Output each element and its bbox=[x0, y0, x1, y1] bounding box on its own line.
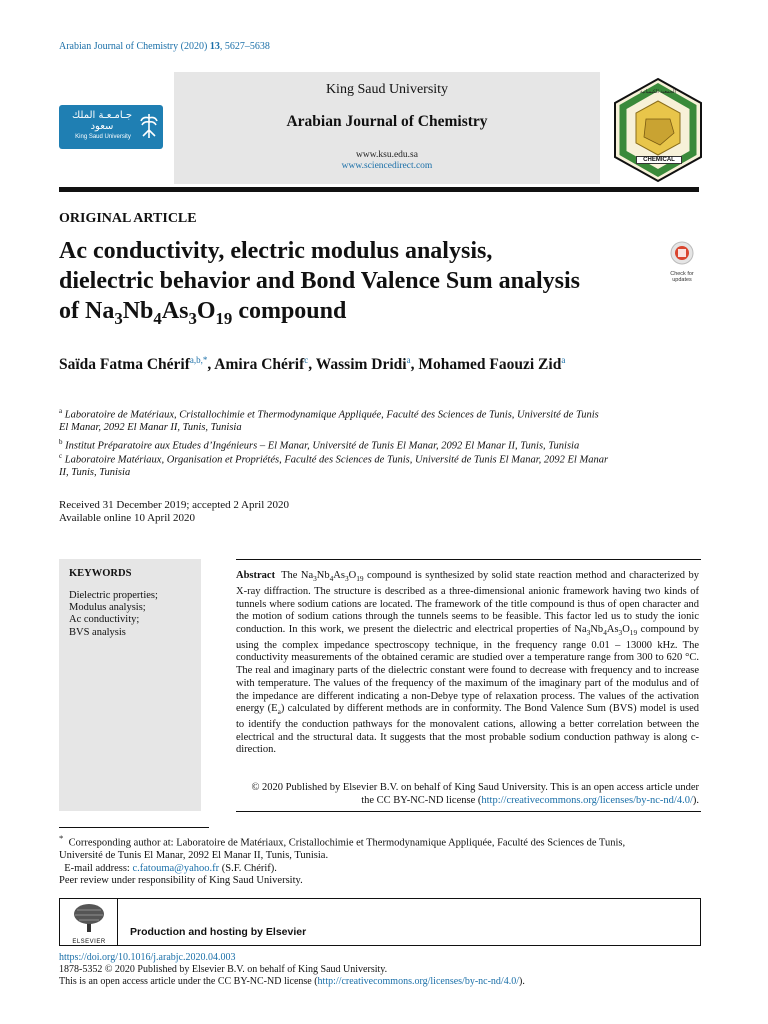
elsevier-logo-text: ELSEVIER bbox=[72, 939, 106, 945]
logo-english-text: King Saud University bbox=[75, 134, 131, 140]
keywords-heading: KEYWORDS bbox=[69, 568, 132, 579]
journal-masthead bbox=[174, 72, 600, 184]
keyword-item: Ac conductivity; bbox=[69, 614, 140, 625]
chemical-society-arabic: الجمعية الكيميائية bbox=[640, 89, 676, 95]
palm-emblem-icon bbox=[140, 112, 158, 142]
elsevier-box-divider bbox=[117, 899, 118, 945]
chemical-society-label: CHEMICAL bbox=[636, 156, 682, 164]
king-saud-university-logo bbox=[59, 105, 163, 149]
copyright-line-1: © 2020 Published by Elsevier B.V. on behalf of King Saud University. This is an open access article under bbox=[251, 782, 699, 793]
received-date: Received 31 December 2019; accepted 2 April 2020 bbox=[59, 499, 290, 511]
abstract-text: Abstract The $Na_3Nb_4As_3O_{19}$ compound is synthesized by solid state reaction method and characterized by X-ray diffraction. The structure is described as a three-dimensional anionic framework having two kinds of tunnels where sodium cations are located. The framework of the title compound is thus of open character and the motion of sodium cations through the tunnels seems to be feasible. This factor led us to study the ionic conduction. In this work, we present the dielectric and electrical properties of $Na_3Nb_4As_3O_{19}$ compound by using the complex impedance spectroscopy technique, in the frequency range 0.01 – 13000 kHz. The conductivity measurements of the obtained ceramic are studied over a temperature range from 300 to 620 °C. The real and imaginary parts of the dielectric constant were found to decrease with frequency and to increase with temperature. The values of the frequency of the maximum of the imaginary part of the modulus and of the impedance are different indicating a non-Debye type of relaxation process. The values of the activation energy $(E_a)$ calculated by different methods are in conformity. The Bond Valence Sum (BVS) model is used to identify the conduction pathways for the monovalent cations, allowing a better correlation between the electrical and the structural data. It suggests that the most probable sodium conduction pathway is along c-direction. bbox=[236, 570, 700, 756]
keyword-item: Dielectric properties; bbox=[69, 590, 158, 601]
ksu-url-link[interactable]: www.ksu.edu.sa bbox=[356, 150, 418, 160]
sciencedirect-url-link[interactable]: www.sciencedirect.com bbox=[341, 161, 433, 171]
author-1[interactable]: Saïda Fatma Chérif$^{a,b,*}$ bbox=[59, 355, 208, 374]
journal-citation[interactable] bbox=[59, 41, 270, 52]
title-line-2: dielectric behavior and Bond Valence Sum analysis bbox=[59, 268, 580, 294]
email-link[interactable]: c.fatouma@yahoo.fr bbox=[132, 862, 220, 874]
journal-name: Arabian Journal of Chemistry bbox=[286, 113, 488, 130]
affiliation-b: $^b$ Institut Préparatoire aux Etudes d’Ingénieurs – El Manar, Université de Tunis El Manar, 2092 El Manar II, Tunis, Tunisia bbox=[59, 438, 580, 452]
footnote-rule bbox=[59, 827, 209, 828]
elsevier-production-box bbox=[59, 898, 701, 946]
author-2[interactable]: Amira Chérif$^c$ bbox=[214, 355, 309, 374]
copyright-line-2: the CC BY-NC-ND license (http://creativecommons.org/licenses/by-nc-nd/4.0/). bbox=[361, 794, 699, 806]
production-hosting-text: Production and hosting by Elsevier bbox=[130, 926, 307, 938]
article-type: ORIGINAL ARTICLE bbox=[59, 211, 197, 226]
peer-review-note: Peer review under responsibility of King Saud University. bbox=[59, 875, 303, 886]
abstract-label: Abstract bbox=[236, 570, 276, 581]
check-updates-icon bbox=[664, 240, 700, 266]
online-date: Available online 10 April 2020 bbox=[59, 512, 196, 524]
citation-journal: Arabian Journal of Chemistry (2020) bbox=[59, 41, 208, 52]
abstract-copyright bbox=[236, 782, 699, 807]
citation-volume: 13 bbox=[209, 41, 220, 52]
corresponding-author-note: * Corresponding author at: Laboratoire de Matériaux, Cristallochimie et Thermodynamique Appliquée, Faculté des Sciences de Tunis, Université de Tunis El Manar, 2092 El Manar II, Tunis, Tunisia. E-mail address: c.fatouma@yahoo.fr (S.F. Chérif). Peer review under responsibility of King Saud University. bbox=[59, 832, 701, 888]
title-line-1: Ac conductivity, electric modulus analysis, bbox=[59, 238, 493, 264]
abstract-top-rule bbox=[236, 559, 701, 560]
author-3[interactable]: Wassim Dridi$^a$ bbox=[315, 355, 411, 374]
affiliation-a: $^a$ Laboratoire de Matériaux, Cristallochimie et Thermodynamique Appliquée, Faculté des Sciences de Tunis, Université de Tunis El Manar, 2092 El Manar II, Tunis, Tunisia bbox=[59, 407, 599, 433]
license-link[interactable]: http://creativecommons.org/licenses/by-nc-nd/4.0/ bbox=[481, 794, 693, 806]
check-for-updates-button[interactable] bbox=[664, 240, 700, 283]
keyword-item: Modulus analysis; bbox=[69, 602, 146, 613]
doi-link[interactable]: https://doi.org/10.1016/j.arabjc.2020.04.003 bbox=[59, 952, 236, 963]
title-line-3: of $Na_3Nb_4As_3O_{19}$ compound bbox=[59, 298, 347, 328]
abstract-bottom-rule bbox=[236, 811, 701, 812]
open-access-line: This is an open access article under the CC BY-NC-ND license (http://creativecommons.org/licenses/by-nc-nd/4.0/). bbox=[59, 976, 525, 987]
logo-arabic-text: جـامـعـة الملك سعود bbox=[71, 110, 133, 132]
university-name: King Saud University bbox=[325, 82, 449, 97]
keyword-item: BVS analysis bbox=[69, 627, 126, 638]
elsevier-tree-logo bbox=[69, 902, 109, 945]
affiliation-c: $^c$ Laboratoire Matériaux, Organisation et Propriétés, Faculté des Sciences de Tunis, Université de Tunis El Manar, 2092 El Manar II, Tunis, Tunisia bbox=[59, 452, 609, 478]
article-dates bbox=[59, 499, 289, 525]
keywords-panel bbox=[59, 559, 201, 811]
footer-license-link[interactable]: http://creativecommons.org/licenses/by-nc-nd/4.0/ bbox=[317, 976, 519, 987]
author-list: Saïda Fatma Chérif$^{a,b,*}$, Amira Chérif$^c$, Wassim Dridi$^a$, Mohamed Faouzi Zid$^a$ bbox=[59, 355, 566, 374]
author-4[interactable]: Mohamed Faouzi Zid$^a$ bbox=[418, 355, 566, 374]
issn-line: 1878-5352 © 2020 Published by Elsevier B.V. on behalf of King Saud University. bbox=[59, 964, 388, 975]
article-title bbox=[59, 236, 639, 334]
check-updates-label: Check for updates bbox=[670, 271, 694, 283]
chemical-society-logo bbox=[612, 77, 704, 183]
citation-pages: , 5627–5638 bbox=[219, 41, 270, 52]
masthead-divider bbox=[59, 187, 699, 192]
